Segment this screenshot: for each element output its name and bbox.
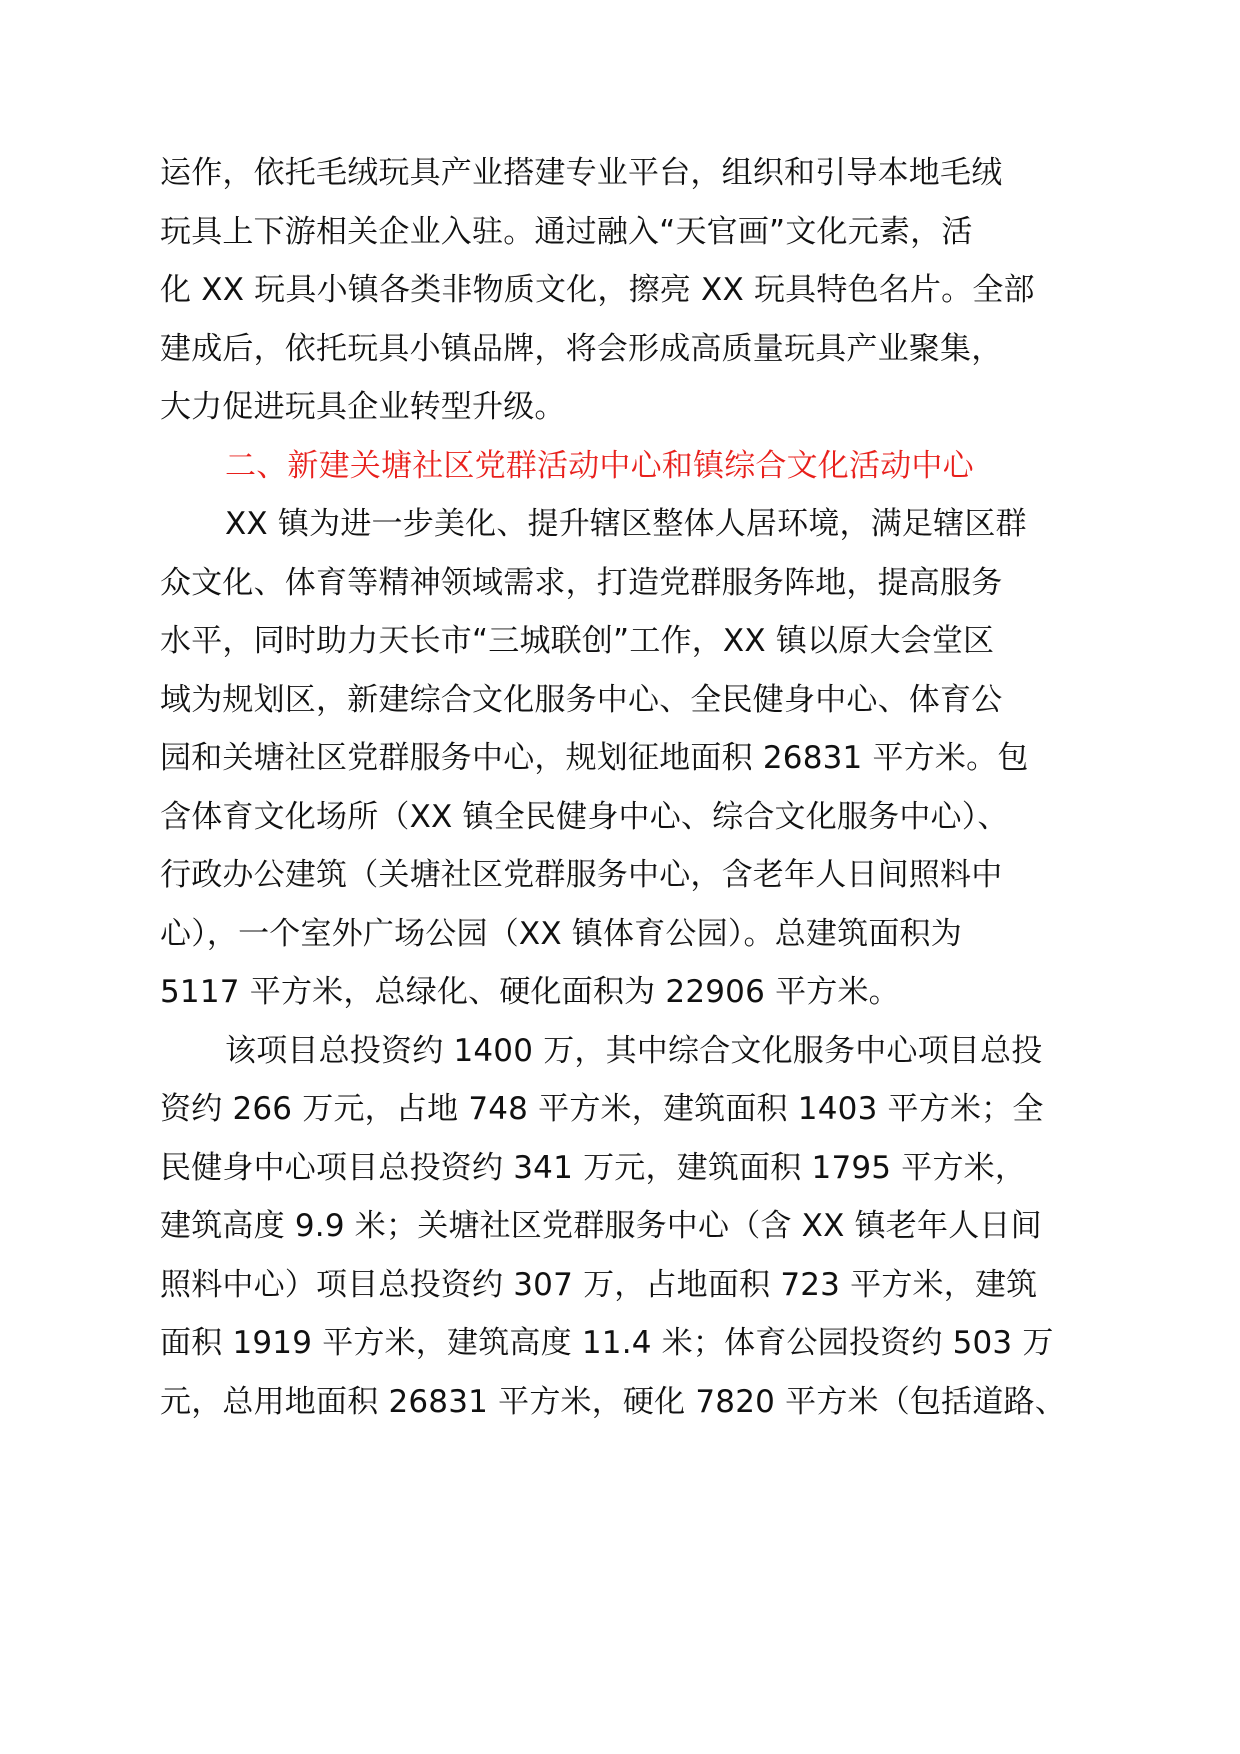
paragraph-line: 建筑高度 9.9 米；关塘社区党群服务中心（含 XX 镇老年人日间 xyxy=(160,1208,1042,1244)
paragraph-line: 域为规划区，新建综合文化服务中心、全民健身中心、体育公 xyxy=(160,682,1003,718)
paragraph-line: 化 XX 玩具小镇各类非物质文化，擦亮 XX 玩具特色名片。全部 xyxy=(160,272,1035,308)
paragraph-line: 大力促进玩具企业转型升级。 xyxy=(160,389,566,425)
paragraph-line: 行政办公建筑（关塘社区党群服务中心，含老年人日间照料中 xyxy=(160,857,1003,893)
paragraph-line: 众文化、体育等精神领域需求，打造党群服务阵地，提高服务 xyxy=(160,565,1003,601)
paragraph-line: 含体育文化场所（XX 镇全民健身中心、综合文化服务中心）、 xyxy=(160,799,1009,835)
paragraph-line: 面积 1919 平方米，建筑高度 11.4 米；体育公园投资约 503 万 xyxy=(160,1325,1054,1361)
paragraph-line: 民健身中心项目总投资约 341 万元，建筑面积 1795 平方米， xyxy=(160,1150,1027,1186)
paragraph-line: 照料中心）项目总投资约 307 万，占地面积 723 平方米，建筑 xyxy=(160,1267,1038,1303)
paragraph-line: 水平，同时助力天长市“三城联创”工作，XX 镇以原大会堂区 xyxy=(160,623,995,659)
paragraph-line: 运作，依托毛绒玩具产业搭建专业平台，组织和引导本地毛绒 xyxy=(160,155,1003,191)
paragraph-line: 5117 平方米，总绿化、硬化面积为 22906 平方米。 xyxy=(160,974,900,1010)
paragraph-line: XX 镇为进一步美化、提升辖区整体人居环境，满足辖区群 xyxy=(225,506,1027,542)
paragraph-line: 资约 266 万元，占地 748 平方米，建筑面积 1403 平方米；全 xyxy=(160,1091,1044,1127)
paragraph-line: 玩具上下游相关企业入驻。通过融入“天官画”文化元素，活 xyxy=(160,214,973,250)
section-heading: 二、新建关塘社区党群活动中心和镇综合文化活动中心 xyxy=(225,448,974,484)
paragraph-line: 元，总用地面积 26831 平方米，硬化 7820 平方米（包括道路、 xyxy=(160,1384,1066,1420)
paragraph-line: 建成后，依托玩具小镇品牌，将会形成高质量玩具产业聚集， xyxy=(160,331,1003,367)
paragraph-line: 园和关塘社区党群服务中心，规划征地面积 26831 平方米。包 xyxy=(160,740,1029,776)
paragraph-line: 心），一个室外广场公园（XX 镇体育公园）。总建筑面积为 xyxy=(160,916,962,952)
paragraph-line: 该项目总投资约 1400 万，其中综合文化服务中心项目总投 xyxy=(225,1033,1043,1069)
